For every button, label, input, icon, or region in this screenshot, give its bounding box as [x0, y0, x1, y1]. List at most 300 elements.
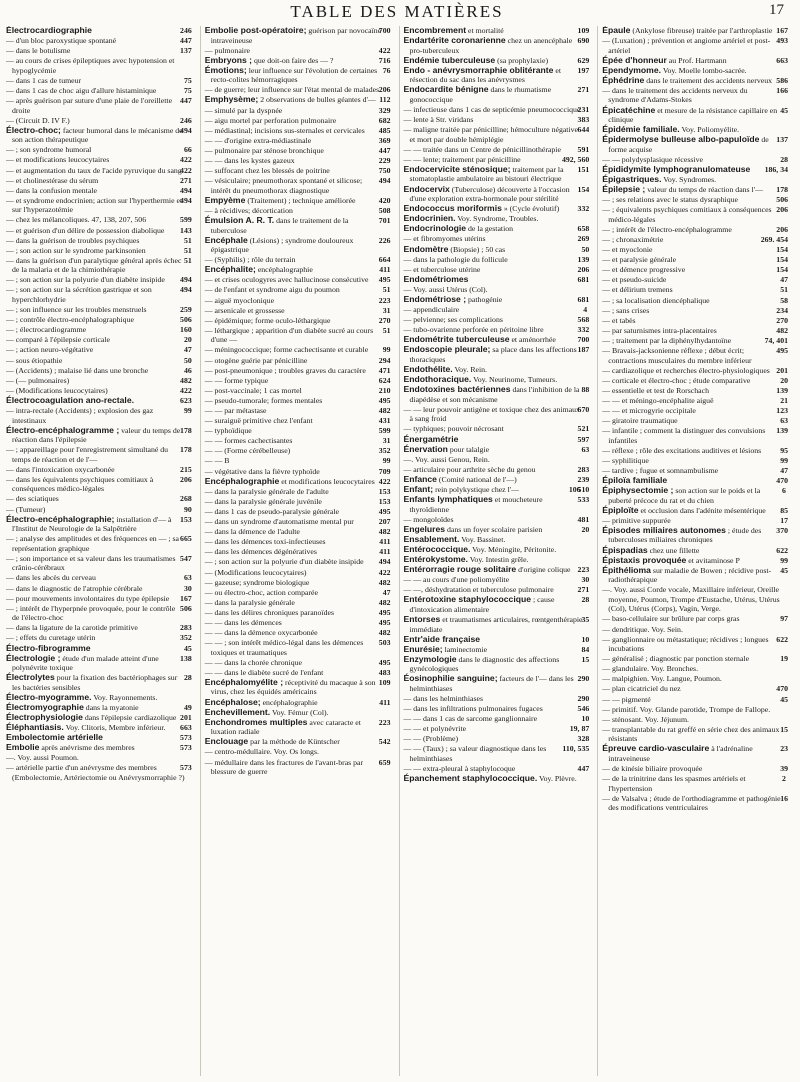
index-entry	[6, 623, 192, 633]
page-ref: 47	[780, 275, 788, 285]
entry-text: — artérielle partie d'un anévrysme des membres (Embolectomie, Artériectomie ou Anévrysmorraphie ?)	[6, 763, 185, 782]
entry-heading: Endocrinien.	[403, 213, 456, 224]
page-ref: 494	[180, 285, 192, 295]
entry-text: — dans un syndrome d'automatisme mental pur	[204, 517, 354, 527]
page-ref: 210	[378, 385, 391, 395]
index-entry	[6, 465, 192, 475]
entry-text: — sous étiopathie	[6, 355, 63, 365]
index-entry	[602, 255, 788, 265]
index-entry	[6, 325, 192, 335]
entry-text: — de kinésie biliaire provoquée	[602, 764, 703, 774]
index-entry	[205, 326, 391, 345]
page-ref: 187	[577, 345, 590, 355]
page-ref: 151	[577, 164, 590, 174]
index-entry	[602, 106, 788, 125]
page-ref: 139	[776, 385, 788, 395]
entry-text: — ; son syndrome humoral	[6, 145, 92, 155]
index-entry	[602, 526, 788, 545]
page-ref: 154	[776, 255, 788, 265]
entry-text: — de guerre; leur influence sur l'état mental de malades	[204, 85, 380, 95]
entry-text: installation d'— à l'Institut de Neurologie de la Salpêtrière	[12, 514, 172, 534]
index-entry	[602, 316, 788, 326]
entry-heading: Endométriomes	[403, 273, 469, 284]
entry-text: — simulé par la dyspnée	[204, 105, 283, 115]
entry-text: — et pseudo-suicide	[602, 275, 667, 285]
index-entry	[205, 737, 391, 747]
page-ref: 201	[180, 712, 192, 722]
entry-text: et avitaminose P	[688, 555, 740, 565]
index-entry	[6, 554, 192, 573]
entry-text: valeur du temps de réaction dans l'épilepsie	[12, 425, 181, 445]
entry-text: — ; son importance et sa valeur dans les traumatismes crânio-cérébraux	[6, 553, 176, 573]
entry-text: — — et polynévrite	[403, 724, 467, 734]
entry-text: —. Voy. aussi Genou, Rein.	[403, 454, 490, 464]
index-entry	[205, 628, 391, 638]
index-entry	[205, 306, 391, 316]
entry-heading: Encombrement	[403, 26, 467, 35]
page-ref: 290	[577, 693, 590, 703]
index-entry	[404, 204, 590, 214]
index-entry	[205, 638, 391, 657]
page-ref: 23	[780, 744, 788, 754]
index-entry	[602, 794, 788, 813]
entry-heading: Émotions;	[204, 64, 247, 75]
entry-text: — pour mouvements involontaires du type épilepsie	[6, 593, 170, 603]
entry-heading: Endocrinologie	[403, 223, 467, 234]
page-ref: 206	[577, 264, 590, 274]
index-entry	[205, 85, 391, 95]
index-entry	[6, 723, 192, 733]
page-ref: 700	[577, 335, 590, 345]
index-entry	[205, 345, 391, 355]
entry-text: — vésiculaire; pneumothorax spontané et silicose; intérêt du pneumothorax diagnostique	[204, 176, 363, 195]
entry-text: avec cataracte et luxation radiale	[210, 717, 361, 737]
entry-heading: Enchondromes multiples	[204, 716, 308, 727]
entry-text: — (Modifications leucocytaires)	[204, 567, 307, 577]
entry-heading: Embolectomie artérielle	[6, 732, 103, 743]
page-ref: 63	[581, 444, 590, 454]
entry-text: — dans le botulisme	[6, 46, 71, 56]
page-ref: 494	[180, 275, 192, 285]
entry-text: son action sur le poids et la puberté précoce du rat et du chien	[608, 486, 761, 505]
page-ref: 495	[378, 607, 391, 617]
page-ref: 495	[378, 395, 391, 405]
entry-text: pour la fixation des bactériophages sur les bactéries sensibles	[12, 673, 178, 692]
entry-text: — et modifications leucocytaires	[6, 155, 110, 165]
entry-text: — ; contrôle électro-encéphalographique	[6, 315, 134, 325]
page-ref: 352	[180, 633, 192, 643]
page-ref: 542	[378, 737, 391, 747]
index-entry	[602, 235, 788, 245]
page-ref: 622	[776, 634, 788, 644]
page-ref: 47	[780, 465, 788, 475]
page-ref: 422	[180, 155, 192, 165]
entry-text: — généralisé ; diagnostic par ponction sternale	[602, 654, 750, 664]
index-entry	[602, 546, 788, 556]
entry-text: — Bravais-jacksonienne réflexe ; début écrit; contractions musculaires du membre inférieur	[602, 346, 752, 365]
entry-text: — — (Forme cérébelleuse)	[204, 446, 291, 456]
index-entry	[404, 764, 590, 774]
entry-text: — lente à Str. viridans	[403, 115, 474, 125]
page-ref: 422	[180, 385, 192, 395]
entry-text: guérison par novocaïne intraveineuse	[210, 26, 382, 45]
entry-text: — malpighien. Voy. Langue, Poumon.	[602, 674, 722, 684]
entry-heading: Endartérite coronarienne	[403, 35, 506, 46]
entry-text: — ; intérêt de l'électro-encéphalogramme	[602, 224, 732, 234]
entry-heading: Endo - anévrysmorraphie oblitérante	[403, 64, 554, 75]
entry-heading: Épidémie familiale.	[602, 124, 680, 135]
index-entry	[404, 744, 590, 763]
page-ref: 599	[378, 426, 391, 436]
page-ref: 470	[776, 684, 788, 694]
index-entry	[6, 604, 192, 623]
index-entry	[602, 56, 788, 66]
entry-text: — — dans la chorée chronique	[204, 657, 302, 667]
page-ref: 63	[780, 416, 788, 426]
entry-text: — dans les démences dégénératives	[204, 547, 317, 557]
index-column-2	[200, 26, 391, 1076]
page-ref: 166	[776, 85, 788, 95]
index-entry	[602, 674, 788, 684]
entry-text: — comparé à l'épilepsie corticale	[6, 335, 111, 345]
entry-heading: Épée d'honneur	[602, 54, 667, 65]
entry-text: Voy. Plèvre.	[539, 774, 577, 784]
index-entry	[404, 525, 590, 535]
entry-text: — (Circuit D. IV F.)	[6, 115, 70, 125]
page-ref: 422	[378, 45, 391, 55]
page-ref: 30	[183, 583, 192, 593]
entry-text: — ; analyse des amplitudes et des fréquences en — ; sa représentation graphique	[6, 534, 179, 553]
entry-heading: Électro-fibrogramme	[6, 642, 91, 653]
page-ref: 201	[776, 365, 788, 375]
entry-heading: Électro-choc;	[6, 124, 61, 135]
entry-text: — giratoire traumatique	[602, 416, 678, 426]
entry-text: — articulaire pour arthrite sèche du genou	[403, 464, 536, 474]
page-ref: 45	[780, 105, 788, 115]
entry-text: — dans l'intoxication oxycarbonée	[6, 464, 115, 474]
page-ref: 332	[577, 325, 590, 335]
page-ref: 239	[577, 474, 590, 484]
page-ref: 58	[780, 295, 788, 305]
index-entry	[205, 678, 391, 697]
page-ref: 411	[379, 265, 391, 275]
index-entry	[602, 654, 788, 664]
index-entry	[602, 185, 788, 195]
page-ref: 658	[577, 224, 590, 234]
index-entry	[6, 186, 192, 196]
entry-heading: Épiloïa familiale	[602, 475, 668, 486]
index-entry	[205, 708, 391, 718]
page-ref: 178	[180, 445, 192, 455]
page-ref: 178	[180, 425, 192, 435]
index-entry	[602, 416, 788, 426]
page-ref: 46	[183, 365, 192, 375]
index-entry	[404, 26, 590, 36]
entry-text: (Comité national de l'—)	[438, 474, 517, 484]
index-entry	[404, 575, 590, 585]
entry-text: et occlusion dans l'adénite mésentérique	[640, 505, 766, 515]
index-entry	[205, 106, 391, 116]
index-entry	[602, 744, 788, 763]
index-entry	[6, 196, 192, 215]
page-ref: 328	[577, 734, 590, 744]
entry-text: — — formes cachectisantes	[204, 436, 293, 446]
index-entry	[205, 26, 391, 45]
page-ref: 447	[180, 36, 192, 46]
index-entry	[404, 475, 590, 485]
index-entry	[602, 635, 788, 654]
index-entry	[602, 135, 788, 154]
entry-text: — otogène guérie par pénicilline	[204, 355, 308, 365]
entry-text: Voy. Syndromes.	[663, 175, 717, 185]
entry-heading: Endométriose ;	[403, 293, 467, 304]
entry-heading: Endocervix	[403, 183, 450, 194]
index-entry	[602, 764, 788, 774]
index-entry	[404, 424, 590, 434]
entry-text: leur influence sur l'évolution de certaines recto-colites hémorragiques	[210, 65, 378, 85]
entry-text: — maligne traitée par pénicilline; hémoculture négative et mort par double hémiplégie	[403, 125, 578, 144]
page-ref: 74, 401	[764, 335, 788, 345]
index-entry	[205, 718, 391, 737]
index-entry	[6, 573, 192, 583]
page-ref: 283	[180, 623, 192, 633]
page-ref: 246	[180, 26, 192, 35]
page-ref: 503	[378, 638, 391, 648]
page-ref: 447	[577, 764, 590, 774]
entry-text: — — (Taux) ; sa valeur diagnostique dans les helminthiases	[403, 744, 547, 763]
page-ref: 85	[780, 505, 788, 515]
entry-text: — — polydysplasique récessive	[602, 154, 703, 164]
index-entry	[602, 165, 788, 175]
entry-text: dans un foyer scolaire parisien	[447, 524, 543, 534]
entry-text: (Tuberculose) découverte à l'occasion d'une exploration extra-hormonale pour stérilité	[409, 184, 570, 204]
entry-text: — dans la pathologie du follicule	[403, 254, 508, 264]
entry-text: » (Cycle évolutif)	[503, 204, 560, 214]
index-entry	[205, 206, 391, 216]
entry-text: — — extra-pleural à staphylocoque	[403, 764, 516, 774]
entry-text: — dans la guérison de troubles psychiques	[6, 235, 140, 245]
entry-text: — dans les helminthiases	[403, 693, 483, 703]
entry-heading: Électro-encéphalogramme ;	[6, 424, 120, 435]
page-ref: 10	[581, 714, 590, 724]
entry-text: — de Valsalva ; étude de l'orthodiagramme et pathogénie des modifications ventriculaires	[602, 793, 781, 813]
index-entry	[404, 36, 590, 55]
index-entry	[6, 285, 192, 304]
page-ref: 269	[577, 234, 590, 244]
entry-heading: Épidermolyse bulleuse albo-papuloïde	[602, 134, 760, 145]
entry-text: — dans le traitement des accidents nerveux du syndrome d'Adams-Stokes	[602, 85, 748, 105]
index-entry	[6, 693, 192, 703]
index-entry	[6, 475, 192, 494]
entry-text: — ; chronaximétrie	[602, 235, 664, 244]
entry-text: — sténosant. Voy. Jéjunum.	[602, 714, 689, 724]
entry-heading: Épiploïte	[602, 504, 639, 515]
entry-text: Voy. Neurinome, Tumeurs.	[473, 375, 558, 385]
index-entry	[404, 545, 590, 555]
entry-text: — ; son action sur la sécrétion gastrique et son hyperchlorhydrie	[6, 285, 152, 304]
entry-heading: Endocervicite sténosique;	[403, 163, 511, 174]
page-ref: 294	[378, 355, 391, 365]
index-entry	[6, 534, 192, 553]
index-entry	[404, 56, 590, 66]
index-entry	[205, 608, 391, 618]
page-header	[6, 2, 788, 26]
page-ref: 411	[379, 697, 391, 707]
entry-heading: Électrologie ;	[6, 652, 61, 663]
page-ref: 495	[776, 346, 788, 356]
index-entry	[404, 445, 590, 455]
entry-heading: Entérococcique.	[403, 543, 471, 554]
entry-heading: Épanchement staphylococcique.	[403, 773, 538, 784]
entry-text: — dans la paralysie générale de l'adulte	[204, 486, 329, 496]
index-entry	[602, 396, 788, 406]
page-ref: 99	[382, 456, 391, 466]
index-entry	[404, 85, 590, 104]
page-ref: 670	[577, 404, 590, 414]
entry-text: — méningococcique; forme cachectisante et curable	[204, 345, 369, 355]
entry-text: — ; sans crises	[602, 305, 650, 315]
entry-text: — — leur pouvoir antigène et toxique chez des animaux à sang froid	[403, 404, 580, 424]
entry-text: — ganglionnaire ou métastatique; récidives ; longues incubations	[602, 634, 769, 654]
entry-heading: Électro-encéphalographie;	[6, 513, 115, 524]
entry-text: (Lésions) ; syndrome douloureux épigastrique	[210, 235, 354, 255]
index-entry	[205, 356, 391, 366]
page-ref: 521	[577, 424, 590, 434]
index-entry	[205, 156, 391, 166]
entry-text: Voy. Syndrome, Troubles.	[457, 214, 539, 224]
entry-text: — ; appareillage pour l'enregistrement simultané du temps de réaction et de l'—	[6, 445, 169, 464]
entry-text: — dendritique. Voy. Sein.	[602, 624, 683, 634]
page-ref: 546	[577, 704, 590, 714]
entry-text: — (— pulmonaires)	[6, 375, 70, 385]
index-entry	[205, 537, 391, 547]
page-ref: 229	[378, 156, 391, 166]
entry-text: — végétative dans la fièvre typhoïde	[204, 466, 320, 476]
entry-heading: Épididymite lymphogranulomateuse	[602, 163, 751, 174]
page-ref: 28	[183, 673, 192, 683]
entry-text: — suraiguë primitive chez l'enfant	[204, 416, 313, 426]
page-ref: 75	[183, 75, 192, 85]
entry-text: — et crises oculogyres avec hallucinose consécutive	[204, 275, 369, 285]
page-ref: 510	[577, 484, 590, 494]
page-ref: 495	[378, 657, 391, 667]
entry-text: — épidémique; forme oculo-léthargique	[204, 315, 331, 325]
page-ref: 573	[180, 733, 192, 743]
entry-heading: Endotoxines bactériennes	[403, 384, 511, 395]
entry-heading: Entérotoxine staphylococcique	[403, 594, 532, 605]
page-ref: 20	[183, 335, 192, 345]
index-entry	[602, 296, 788, 306]
entry-text: — tubo-ovarienne perforée en péritoine libre	[403, 325, 544, 335]
entry-text: rein polykystique chez l'—	[435, 484, 519, 494]
entry-text: — et tabès	[602, 315, 636, 325]
entry-text: — réflexe ; rôle des excitations auditives et lésions	[602, 445, 762, 455]
entry-text: Voy. Poliomyélite.	[681, 125, 740, 135]
entry-text: — et syndrome endocrinien; action sur l'hyperthermie et sur l'hyperazotémie	[6, 195, 183, 215]
entry-text: — d'un bloc paroxystique spontané	[6, 36, 117, 46]
index-entry	[602, 476, 788, 486]
entry-text: — ; équivalents psychiques comitiaux à conséquences médico-légales	[602, 205, 772, 224]
page-ref: 139	[776, 426, 788, 436]
page-ref: 591	[577, 144, 590, 154]
page-ref: 139	[577, 254, 590, 264]
index-entry	[602, 36, 788, 55]
page-ref: 154	[776, 265, 788, 275]
page-ref: 411	[379, 547, 391, 557]
entry-text: que doit-on faire des — ?	[253, 55, 334, 65]
index-entry	[404, 375, 590, 385]
index-entry: 2 — de la trinitrine dans les spasmes artériels et l'hypertension	[602, 774, 786, 793]
page-ref: 682	[378, 115, 391, 125]
page-ref: 206	[180, 474, 192, 484]
index-entry	[404, 704, 590, 714]
page-ref: 137	[776, 135, 788, 145]
entry-text: — ; effets du curetage utérin	[6, 633, 96, 643]
index-columns	[6, 26, 788, 1076]
entry-text: — tardive ; fugue et somnambulisme	[602, 465, 719, 475]
page-ref: 663	[776, 55, 788, 65]
page-ref: 352	[378, 446, 391, 456]
entry-text: — — lente; traitement par pénicilline	[403, 154, 521, 164]
page-ref: 482	[378, 597, 391, 607]
page-ref: 664	[378, 255, 391, 265]
page-ref: 622	[776, 545, 788, 555]
page-ref: 568	[577, 315, 590, 325]
page-ref: 599	[180, 215, 192, 225]
index-entry	[6, 246, 192, 256]
index-entry	[602, 426, 788, 445]
entry-text: — de l'enfant et syndrome aigu du poumon	[204, 285, 340, 295]
index-entry	[205, 95, 391, 105]
index-entry	[602, 466, 788, 476]
entry-text: — typhoïdique	[204, 426, 252, 436]
page-ref: 482	[378, 406, 391, 415]
entry-text: — (Syphilis) ; rôle du terrain	[204, 255, 296, 265]
index-entry	[602, 614, 788, 624]
index-entry	[404, 655, 590, 674]
page-ref: 45	[183, 643, 192, 653]
page-ref: 411	[379, 537, 391, 547]
entry-text: de la gestation	[468, 224, 514, 234]
index-entry	[205, 487, 391, 497]
page-ref: 681	[577, 294, 590, 304]
entry-text: — dans la paralysie générale juvénile	[204, 496, 322, 506]
index-entry	[6, 396, 192, 406]
index-entry	[602, 275, 788, 285]
entry-text: — médiastinal; incisions sus-sternales et cervicales	[204, 125, 365, 135]
page-ref: 234	[776, 305, 788, 315]
index-entry	[205, 456, 391, 466]
entry-text: et traumatismes articulaires, rœntgenthérapie immédiate	[409, 615, 583, 634]
index-entry	[205, 285, 391, 295]
index-entry	[6, 743, 192, 753]
page-ref: 506	[180, 603, 192, 613]
page-ref: 690	[577, 36, 590, 46]
page-ref: 90	[183, 504, 192, 514]
entry-heading: Endococcus moriformis	[403, 203, 502, 214]
entry-text: — — dans 1 cas de sarcome ganglionnaire	[403, 714, 538, 724]
index-entry	[6, 376, 192, 386]
entry-text: — dans la démence de l'adulte	[204, 527, 300, 537]
entry-text: — et tuberculose utérine	[403, 264, 481, 274]
index-entry	[205, 396, 391, 406]
entry-text: — — dans les démences	[204, 617, 282, 627]
entry-text: — ; électrocardiogramme	[6, 325, 87, 335]
index-entry	[6, 155, 192, 165]
index-entry	[6, 305, 192, 315]
entry-text: — — d'origine extra-médiastinale	[204, 135, 312, 145]
page-ref: 701	[378, 216, 391, 225]
